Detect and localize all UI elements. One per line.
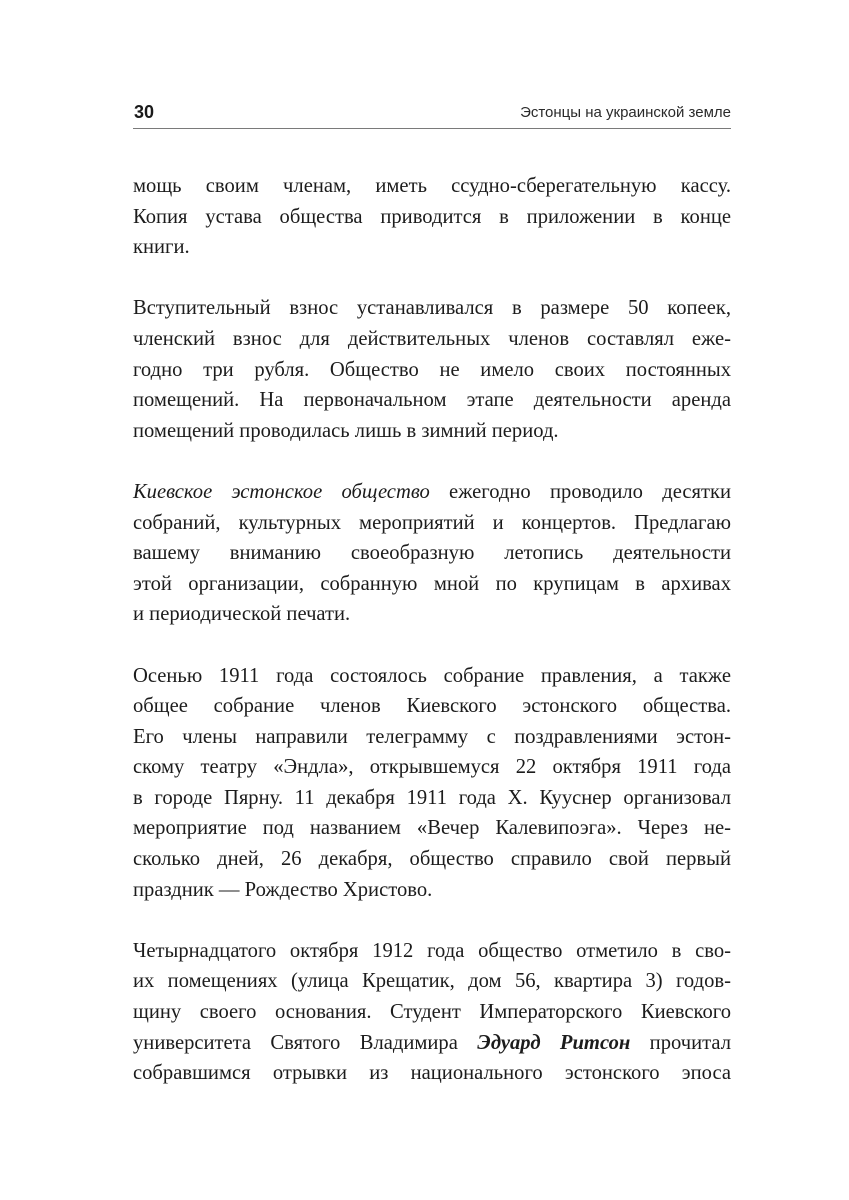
- text-line: [133, 477, 731, 508]
- paragraph-5: [133, 936, 731, 1089]
- text-line: членский взнос для действительных членов составлял еже-: [133, 327, 731, 350]
- text-line: мощь своим членам, иметь ссудно-сберегательную кассу.: [133, 175, 731, 197]
- text-fragment: ежегодно проводило десятки: [429, 480, 732, 503]
- text-fragment: прочитал: [630, 1031, 731, 1054]
- page-number: 30: [134, 102, 155, 122]
- book-title: Эстонцы на украинской земле: [520, 104, 731, 121]
- text-line: помещений проводилась лишь в зимний период.: [133, 419, 559, 442]
- text-line: годно три рубля. Общество не имело своих постоянных: [133, 358, 731, 381]
- text-line: мероприятие под названием «Вечер Калевипоэга». Через не-: [133, 817, 731, 840]
- text-line: книги.: [133, 236, 190, 259]
- text-line: собравшимся отрывки из национального эстонского эпоса: [133, 1062, 731, 1085]
- text-line: сколько дней, 26 декабря, общество справило свой первый: [133, 848, 731, 871]
- text-line: Осенью 1911 года состоялось собрание правления, а также: [133, 664, 731, 687]
- text-line: вашему вниманию своеобразную летопись деятельности: [133, 542, 731, 565]
- paragraph-1: [133, 171, 731, 263]
- text-line: щину своего основания. Студент Императорского Киевского: [133, 1001, 731, 1024]
- text-line: праздник — Рождество Христово.: [133, 878, 433, 901]
- text-line: помещений. На первоначальном этапе деятельности аренда: [133, 389, 731, 412]
- text-line: Копия устава общества приводится в приложении в конце: [133, 205, 731, 228]
- text-line: Его члены направили телеграмму с поздравлениями эстон-: [133, 725, 731, 748]
- body-text: [133, 171, 731, 1119]
- text-line: собраний, культурных мероприятий и концертов. Предлагаю: [133, 511, 731, 534]
- text-line: их помещениях (улица Крещатик, дом 56, квартира 3) годов-: [133, 970, 731, 993]
- text-line: Четырнадцатого октября 1912 года общество отметило в сво-: [133, 939, 731, 962]
- paragraph-2: [133, 293, 731, 446]
- text-line: скому театру «Эндла», открывшемуся 22 октября 1911 года: [133, 756, 731, 779]
- text-line: Вступительный взнос устанавливался в размере 50 копеек,: [133, 297, 731, 320]
- text-fragment: университета Святого Владимира: [133, 1031, 478, 1054]
- running-header: [133, 100, 731, 129]
- paragraph-3: [133, 477, 731, 630]
- paragraph-4: [133, 661, 731, 906]
- text-line: этой организации, собранную мной по крупицам в архивах: [133, 572, 731, 595]
- text-line: [133, 1028, 731, 1059]
- society-name-italic: Киевское эстонское общество: [133, 480, 430, 503]
- person-name-emphasis: Эдуард Ритсон: [477, 1031, 631, 1054]
- text-line: общее собрание членов Киевского эстонского общества.: [133, 695, 731, 718]
- text-line: в городе Пярну. 11 декабря 1911 года Х. Кууснер организовал: [133, 786, 731, 809]
- text-line: и периодической печати.: [133, 603, 351, 626]
